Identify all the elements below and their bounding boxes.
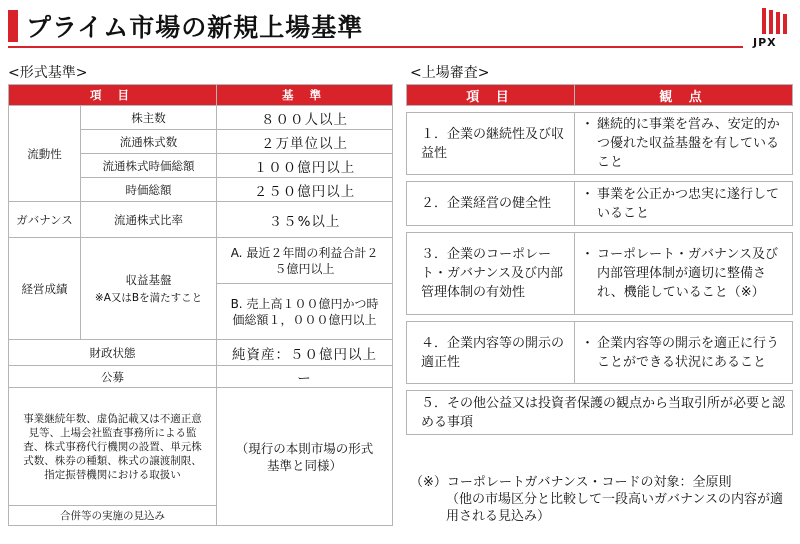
- bullet-1: ・: [581, 117, 595, 132]
- bullet-3: ・: [581, 247, 595, 262]
- title-underline: [8, 46, 743, 48]
- jpx-logo-text: JPX: [753, 36, 777, 49]
- review-view-1-text: 継続的に事業を営み、安定的かつ優れた収益基盤を有していること: [597, 117, 780, 170]
- item-merger-prospects: 合併等の実施の見込み: [9, 506, 217, 526]
- review-view-2: [575, 182, 793, 226]
- item-earnings-base-note: ※A又はBを満たすこと: [94, 292, 203, 304]
- listing-review-table: [406, 84, 793, 435]
- section-label-listing-review: <上場審査>: [410, 65, 490, 81]
- item-public-offering: 公募: [9, 366, 217, 388]
- item-earnings-base-label: 収益基盤: [125, 273, 172, 287]
- value-tradable-market-cap: １００億円以上: [217, 154, 393, 178]
- value-same-as-current: （現行の本則市場の形式基準と同様）: [217, 388, 393, 526]
- item-shareholders: 株主数: [81, 106, 217, 130]
- review-item-5: ５．その他公益又は投資者保護の観点から当取引所が必要と認める事項: [407, 391, 793, 435]
- item-market-cap: 時価総額: [81, 178, 217, 202]
- section-label-formal-criteria: <形式基準>: [8, 65, 88, 81]
- group-liquidity: 流動性: [9, 106, 81, 202]
- page-title: プライム市場の新規上場基準: [26, 13, 364, 42]
- header-review-view: 観 点: [575, 85, 793, 106]
- item-financial-condition: 財政状態: [9, 340, 217, 366]
- value-shareholders: ８００人以上: [217, 106, 393, 130]
- review-view-3: [575, 233, 793, 315]
- header-criteria: 基 準: [217, 85, 393, 106]
- value-market-cap: ２５０億円以上: [217, 178, 393, 202]
- title-accent-bar: [8, 10, 18, 42]
- review-item-1: １．企業の継続性及び収益性: [407, 113, 575, 175]
- formal-criteria-table: [8, 84, 393, 526]
- bullet-4: ・: [581, 335, 595, 351]
- review-view-1: [575, 113, 793, 175]
- item-float-ratio: 流通株式比率: [81, 202, 217, 238]
- governance-code-note: [410, 474, 794, 525]
- item-tradable-market-cap: 流通株式時価総額: [81, 154, 217, 178]
- review-item-4: ４．企業内容等の開示の適正性: [407, 322, 575, 384]
- header-review-item: 項 目: [407, 85, 575, 106]
- group-performance: 経営成績: [9, 238, 81, 340]
- item-tradable-shares: 流通株式数: [81, 130, 217, 154]
- note-line-2: （他の市場区分と比較して一段高いガバナンスの内容が適用される見込み）: [446, 492, 783, 524]
- review-item-3: ３．企業のコーポレート・ガバナンス及び内部管理体制の有効性: [407, 233, 575, 315]
- item-earnings-base: [81, 238, 217, 340]
- value-financial-condition: 純資産：５０億円以上: [217, 340, 393, 366]
- value-float-ratio: ３５%以上: [217, 202, 393, 238]
- review-item-2: ２．企業経営の健全性: [407, 182, 575, 226]
- group-governance: ガバナンス: [9, 202, 81, 238]
- option-b: B. 売上高１００億円かつ時価総額１，０００億円以上: [217, 284, 393, 340]
- value-tradable-shares: ２万単位以上: [217, 130, 393, 154]
- review-view-4: [575, 322, 793, 384]
- item-other-requirements: 事業継続年数、虚偽記載又は不適正意見等、上場会社監査事務所による監査、株式事務代行機関の設置、単元株式数、株券の種類、株式の譲渡制限、指定振替機関における取扱い: [9, 388, 217, 506]
- bullet-2: ・: [581, 186, 595, 202]
- header-item: 項 目: [9, 85, 217, 106]
- value-public-offering: ー: [217, 366, 393, 388]
- option-a: A. 最近２年間の利益合計２５億円以上: [217, 238, 393, 284]
- review-view-3-text: コーポレート・ガバナンス及び内部管理体制が適切に整備され、機能していること（※）: [597, 247, 778, 300]
- review-view-4-text: 企業内容等の開示を適正に行うことができる状況にあること: [597, 335, 780, 370]
- note-line-1: （※）コーポレートガバナンス・コードの対象：全原則: [410, 475, 732, 490]
- review-view-2-text: 事業を公正かつ忠実に遂行していること: [597, 186, 780, 221]
